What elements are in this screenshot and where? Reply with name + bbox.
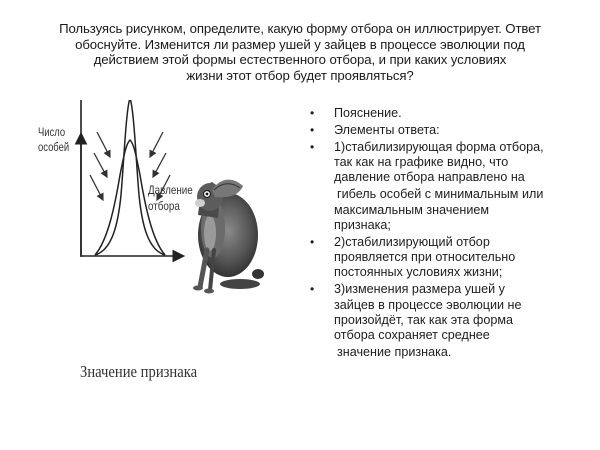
bullet: • [310,282,315,297]
selection-pressure-label: Давление отбора [148,183,193,213]
question-text [20,21,580,83]
question-line: Пользуясь рисунком, определите, какую форму отбора он иллюстрирует. Ответ [59,21,541,36]
question-line: жизни этот отбор будет проявляться? [186,67,414,83]
y-axis-label: Число особей [38,127,70,154]
selection-pressure-arrows-left [90,132,110,200]
graph-axes [81,100,182,257]
question-line: обоснуйте. Изменится ли размер ушей у зайцев в процессе эволюции под [75,36,525,52]
answer-item: • Пояснение. [310,106,402,120]
answer-item: • 1)стабилизирующая форма отбора, так как на графике видно, что давление отбора направлено на гибель особей с минимальным или максимальным значением признака; [310,139,544,233]
answer-list [308,106,598,362]
question-line: действием этой формы естественного отбора, и при каких условиях [93,52,507,68]
narrow-distribution-curve [95,100,165,255]
bullet: • [310,122,315,137]
answer-item: • 3)изменения размера ушей у зайцев в процессе эволюции не произойдёт, так как эта форма отбора сохраняет среднее значение признака. [310,282,522,360]
stabilizing-selection-figure [0,100,300,400]
answer-item: • 2)стабилизирующий отбор проявляется при относительно постоянных условиях жизни; [310,234,516,280]
answer-item: • Элементы ответа: [310,122,440,137]
bullet: • [310,106,315,120]
hare-illustration [193,180,264,294]
bullet: • [310,139,315,154]
x-axis-label: Значение признака [80,362,198,381]
bullet: • [310,234,315,249]
